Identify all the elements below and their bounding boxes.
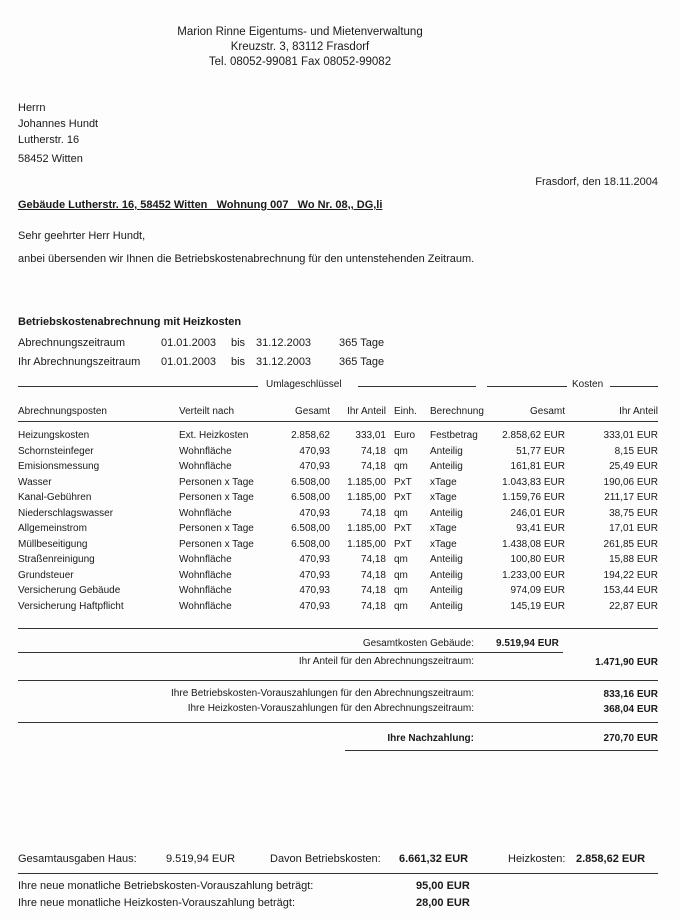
table-row <box>0 492 680 507</box>
subject-line: Gebäude Lutherstr. 16, 58452 Witten Wohnung 007 Wo Nr. 08,, DG,li <box>18 199 383 211</box>
table-cell-gesamt: 470,93 <box>299 507 330 519</box>
period-to: 31.12.2003 <box>256 356 312 368</box>
recipient-city: 58452 Witten <box>18 153 83 165</box>
table-cell-kgesamt: 145,19 EUR <box>510 600 565 612</box>
table-cell-verteilt: Wohnfläche <box>179 554 232 565</box>
table-row <box>0 539 680 554</box>
greeting: Sehr geehrter Herr Hundt, <box>18 230 146 242</box>
col-gesamt: Gesamt <box>294 406 330 417</box>
table-cell-einh: PxT <box>394 476 412 488</box>
betrieb-value: 6.661,32 EUR <box>399 853 469 865</box>
table-cell-anteil: 74,18 <box>360 585 386 596</box>
col-kosten-gesamt: Gesamt <box>529 406 565 417</box>
table-cell-posten: Kanal-Gebühren <box>18 492 92 503</box>
summary-divider <box>18 680 658 681</box>
neu-betrieb-label: Ihre neue monatliche Betriebskosten-Vorauszahlung beträgt: <box>18 880 314 892</box>
table-cell-kanteil: 333,01 EUR <box>603 430 658 441</box>
table-cell-gesamt: 6.508,00 <box>291 476 330 488</box>
table-cell-posten: Wasser <box>18 476 52 488</box>
recipient-name: Johannes Hundt <box>18 118 99 130</box>
col-berechnung: Berechnung <box>430 406 484 417</box>
table-cell-berechnung: Anteilig <box>430 585 463 596</box>
table-cell-verteilt: Personen x Tage <box>179 492 254 503</box>
table-cell-kanteil: 38,75 EUR <box>609 507 658 519</box>
period-days: 365 Tage <box>339 337 385 349</box>
divider <box>610 386 658 387</box>
heiz-label: Heizkosten: <box>508 853 566 865</box>
table-cell-verteilt: Ext. Heizkosten <box>179 430 249 441</box>
table-cell-verteilt: Wohnfläche <box>179 461 232 472</box>
period-from: 01.01.2003 <box>161 356 217 368</box>
table-cell-einh: PxT <box>394 492 412 503</box>
table-cell-kanteil: 153,44 EUR <box>603 585 658 596</box>
table-cell-gesamt: 2.858,62 <box>291 430 330 441</box>
table-cell-kanteil: 211,17 EUR <box>604 492 658 503</box>
table-cell-berechnung: Anteilig <box>430 507 463 519</box>
table-cell-anteil: 74,18 <box>360 461 386 472</box>
table-cell-gesamt: 6.508,00 <box>291 523 330 534</box>
intro-text: anbei übersenden wir Ihnen die Betriebskostenabrechnung für den untenstehenden Zeitraum. <box>18 253 475 265</box>
col-posten: Abrechnungsposten <box>18 406 107 417</box>
neu-heiz-value: 28,00 EUR <box>416 897 470 909</box>
divider <box>487 386 567 387</box>
divider <box>18 386 258 387</box>
divider <box>358 386 476 387</box>
table-cell-verteilt: Wohnfläche <box>179 585 232 596</box>
sender-name: Marion Rinne Eigentums- und Mietenverwaltung <box>177 26 423 38</box>
table-cell-kanteil: 22,87 EUR <box>609 600 658 612</box>
umlage-group-label: Umlageschlüssel <box>266 379 342 390</box>
gesamtkosten-value: 9.519,94 EUR <box>496 638 559 649</box>
nachzahlung-value: 270,70 EUR <box>603 733 658 744</box>
table-cell-posten: Niederschlagswasser <box>18 507 114 519</box>
table-cell-einh: qm <box>394 461 408 472</box>
table-cell-kgesamt: 2.858,62 EUR <box>502 430 565 441</box>
table-cell-gesamt: 470,93 <box>299 600 330 612</box>
table-cell-kanteil: 8,15 EUR <box>614 445 658 457</box>
table-cell-einh: qm <box>394 445 408 457</box>
table-cell-kgesamt: 1.043,83 EUR <box>502 476 565 488</box>
table-cell-gesamt: 6.508,00 <box>291 492 330 503</box>
table-cell-gesamt: 470,93 <box>299 585 330 596</box>
table-cell-anteil: 74,18 <box>360 445 386 457</box>
table-row <box>0 446 680 461</box>
table-cell-verteilt: Wohnfläche <box>179 600 232 612</box>
period-from: 01.01.2003 <box>161 337 217 349</box>
summary-divider <box>345 750 658 751</box>
period-label: Abrechnungszeitraum <box>18 337 126 349</box>
sender-address: Kreuzstr. 3, 83112 Frasdorf <box>230 41 370 53</box>
table-cell-berechnung: xTage <box>430 492 457 503</box>
table-cell-posten: Emisionsmessung <box>18 461 100 472</box>
table-row <box>0 585 680 600</box>
period-label: Ihr Abrechnungszeitraum <box>18 356 141 368</box>
table-cell-berechnung: Anteilig <box>430 461 463 472</box>
neu-betrieb-value: 95,00 EUR <box>416 880 470 892</box>
table-cell-anteil: 1.185,00 <box>347 538 386 550</box>
table-cell-verteilt: Wohnfläche <box>179 445 232 457</box>
table-cell-posten: Versicherung Haftpflicht <box>18 600 124 612</box>
table-cell-kanteil: 261,85 EUR <box>603 538 658 550</box>
table-cell-posten: Müllbeseitigung <box>18 538 88 550</box>
table-cell-kgesamt: 974,09 EUR <box>510 585 565 596</box>
haus-value: 9.519,94 EUR <box>166 853 236 865</box>
table-cell-einh: PxT <box>394 523 412 534</box>
table-cell-anteil: 74,18 <box>360 569 386 581</box>
table-row <box>0 430 680 445</box>
table-cell-einh: qm <box>394 554 408 565</box>
section-title: Betriebskostenabrechnung mit Heizkosten <box>18 316 242 328</box>
table-cell-gesamt: 470,93 <box>299 445 330 457</box>
table-cell-berechnung: Festbetrag <box>430 430 478 441</box>
recipient-salutation: Herrn <box>18 102 46 114</box>
recipient-street: Lutherstr. 16 <box>18 134 80 146</box>
table-row <box>0 523 680 538</box>
table-cell-kgesamt: 1.438,08 EUR <box>502 538 565 550</box>
footer-divider <box>18 873 658 874</box>
table-cell-einh: PxT <box>394 538 412 550</box>
neu-heiz-label: Ihre neue monatliche Heizkosten-Vorauszahlung beträgt: <box>18 897 296 909</box>
vz-heiz-label: Ihre Heizkosten-Vorauszahlungen für den Abrechnungszeitraum: <box>187 703 474 714</box>
period-bis: bis <box>231 356 246 368</box>
table-cell-anteil: 74,18 <box>360 507 386 519</box>
table-cell-posten: Schornsteinfeger <box>18 445 94 457</box>
table-cell-anteil: 1.185,00 <box>347 523 386 534</box>
gesamtkosten-label: Gesamtkosten Gebäude: <box>362 638 474 649</box>
table-cell-kanteil: 25,49 EUR <box>609 461 658 472</box>
table-row <box>0 554 680 569</box>
table-bottom-divider <box>18 628 658 629</box>
table-row <box>0 570 680 585</box>
table-cell-posten: Versicherung Gebäude <box>18 585 121 596</box>
table-row <box>0 461 680 476</box>
vz-heiz-value: 368,04 EUR <box>603 704 658 715</box>
nachzahlung-label: Ihre Nachzahlung: <box>387 733 474 744</box>
table-cell-gesamt: 470,93 <box>299 461 330 472</box>
table-cell-posten: Grundsteuer <box>18 569 74 581</box>
table-cell-anteil: 1.185,00 <box>347 476 386 488</box>
table-cell-verteilt: Personen x Tage <box>179 523 254 534</box>
date-line: Frasdorf, den 18.11.2004 <box>535 176 658 188</box>
table-cell-einh: Euro <box>394 430 416 441</box>
table-cell-berechnung: xTage <box>430 523 457 534</box>
table-cell-kgesamt: 1.159,76 EUR <box>502 492 565 503</box>
betrieb-label: Davon Betriebskosten: <box>270 853 381 865</box>
table-cell-berechnung: Anteilig <box>430 445 463 457</box>
vz-betrieb-value: 833,16 EUR <box>603 689 658 700</box>
table-cell-anteil: 1.185,00 <box>347 492 386 503</box>
period-days: 365 Tage <box>339 356 385 368</box>
table-cell-einh: qm <box>394 585 408 596</box>
table-cell-kgesamt: 1.233,00 EUR <box>502 569 565 581</box>
table-cell-verteilt: Personen x Tage <box>179 538 254 550</box>
table-cell-anteil: 74,18 <box>360 554 386 565</box>
kosten-group-label: Kosten <box>572 379 604 390</box>
table-cell-berechnung: Anteilig <box>430 569 463 581</box>
sender-contact: Tel. 08052-99081 Fax 08052-99082 <box>208 56 392 68</box>
table-row <box>0 508 680 523</box>
vz-betrieb-label: Ihre Betriebskosten-Vorauszahlungen für den Abrechnungszeitraum: <box>171 688 474 699</box>
table-cell-posten: Allgemeinstrom <box>18 523 87 534</box>
table-cell-kgesamt: 93,41 EUR <box>516 523 565 534</box>
table-cell-posten: Heizungskosten <box>18 430 90 441</box>
anteil-value: 1.471,90 EUR <box>595 657 658 668</box>
table-cell-gesamt: 6.508,00 <box>291 538 330 550</box>
table-cell-verteilt: Personen x Tage <box>179 476 254 488</box>
table-cell-einh: qm <box>394 507 408 519</box>
summary-divider <box>18 652 563 653</box>
table-row <box>0 477 680 492</box>
haus-label: Gesamtausgaben Haus: <box>18 853 137 865</box>
table-cell-kgesamt: 246,01 EUR <box>510 507 565 519</box>
table-cell-gesamt: 470,93 <box>299 569 330 581</box>
col-einh: Einh. <box>394 406 417 417</box>
table-cell-posten: Straßenreinigung <box>18 554 95 565</box>
period-bis: bis <box>231 337 246 349</box>
summary-divider <box>18 722 658 723</box>
table-cell-kanteil: 17,01 EUR <box>609 523 658 534</box>
table-cell-verteilt: Wohnfläche <box>179 569 232 581</box>
period-to: 31.12.2003 <box>256 337 312 349</box>
table-cell-kanteil: 15,88 EUR <box>609 554 658 565</box>
table-cell-berechnung: xTage <box>430 476 457 488</box>
table-cell-kgesamt: 51,77 EUR <box>516 445 565 457</box>
header-divider <box>18 421 658 422</box>
table-cell-einh: qm <box>394 569 408 581</box>
heiz-value: 2.858,62 EUR <box>576 853 646 865</box>
table-cell-kanteil: 190,06 EUR <box>603 476 658 488</box>
col-anteil: Ihr Anteil <box>347 406 386 417</box>
table-cell-kgesamt: 161,81 EUR <box>510 461 565 472</box>
table-cell-berechnung: Anteilig <box>430 554 463 565</box>
table-cell-berechnung: xTage <box>430 538 457 550</box>
table-cell-gesamt: 470,93 <box>299 554 330 565</box>
col-kosten-anteil: Ihr Anteil <box>619 406 658 417</box>
table-cell-anteil: 333,01 <box>355 430 386 441</box>
table-cell-anteil: 74,18 <box>360 600 386 612</box>
col-verteilt: Verteilt nach <box>179 406 235 417</box>
table-cell-kgesamt: 100,80 EUR <box>510 554 565 565</box>
table-row <box>0 601 680 616</box>
table-cell-berechnung: Anteilig <box>430 600 463 612</box>
table-cell-einh: qm <box>394 600 408 612</box>
anteil-label: Ihr Anteil für den Abrechnungszeitraum: <box>298 656 474 667</box>
table-cell-verteilt: Wohnfläche <box>179 507 232 519</box>
table-cell-kanteil: 194,22 EUR <box>603 569 658 581</box>
